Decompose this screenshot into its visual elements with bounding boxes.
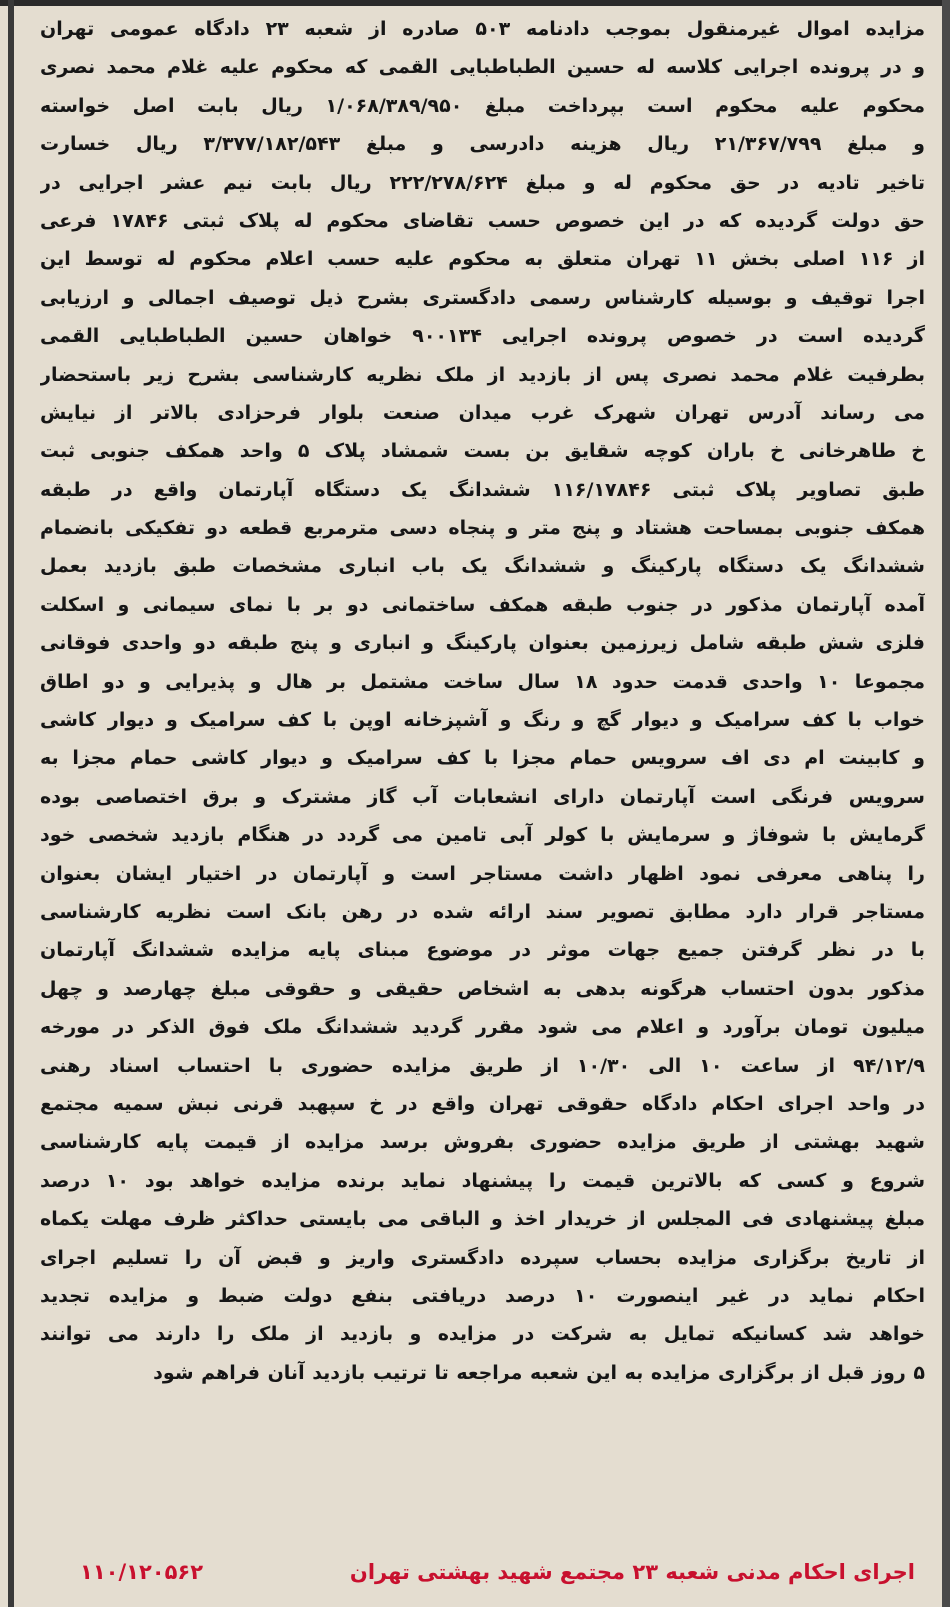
notice-reference-code: ۱۱۰/۱۲۰۵۶۲ (80, 1560, 204, 1584)
notice-line: را پناهی معرفی نمود اظهار داشت مستاجر است و آپارتمان در اختیار ایشان بعنوان (40, 862, 925, 885)
notice-footer (40, 1552, 925, 1592)
notice-line: ۹۴/۱۲/۹ از ساعت ۱۰ الی ۱۰/۳۰ از طریق مزایده حضوری با احتساب اسناد رهنی (40, 1054, 925, 1077)
notice-line: حق دولت گردیده که در این خصوص حسب تقاضای محکوم له پلاک ثبتی ۱۷۸۴۶ فرعی (40, 209, 925, 232)
notice-line: گرمایش با شوفاژ و سرمایش با کولر آبی تامین می گردد در هنگام بازدید شخصی خود (40, 824, 925, 847)
notice-line: طبق تصاویر پلاک ثبتی ۱۱۶/۱۷۸۴۶ ششدانگ یک دستگاه آپارتمان واقع در طبقه (40, 478, 925, 501)
notice-line: خواهد شد کسانیکه تمایل به شرکت در مزایده و بازدید از ملک را دارند می توانند (40, 1323, 925, 1346)
notice-line: در واحد اجرای احکام دادگاه حقوقی تهران واقع در خ سپهبد قرنی نبش سمیه مجتمع (40, 1092, 925, 1115)
notice-line: ششدانگ یک دستگاه پارکینگ و ششدانگ یک باب انباری مشخصات طبق بازدید بعمل (40, 555, 925, 578)
notice-line: میلیون تومان برآورد و اعلام می شود مقرر گردید ششدانگ ملک فوق الذکر در مورخه (40, 1016, 925, 1039)
notice-line: از تاریخ برگزاری مزایده بحساب سپرده دادگستری واریز و قبض آن را تسلیم اجرای (40, 1246, 925, 1269)
left-border-rule (8, 0, 14, 1607)
notice-line: و در پرونده اجرایی کلاسه له حسین الطباطبایی القمی که محکوم علیه غلام محمد نصری (40, 56, 925, 79)
notice-line: بطرفیت غلام محمد نصری پس از بازدید از ملک نظریه کارشناسی بشرح زیر باستحضار (40, 363, 925, 386)
notice-line: سرویس فرنگی است آپارتمان دارای انشعابات آب گاز مشترک و برق اختصاصی بوده (40, 785, 925, 808)
notice-line: خ طاهرخانی خ باران کوچه شقایق بن بست شمشاد پلاک ۵ واحد همکف جنوبی ثبت (40, 440, 925, 463)
notice-line: مجموعا ۱۰ واحدی قدمت حدود ۱۸ سال ساخت مشتمل بر هال و پذیرایی و دو اطاق (40, 670, 925, 693)
notice-line: مبلغ پیشنهادی فی المجلس از خریدار اخذ و الباقی می بایستی حداکثر ظرف مهلت یکماه (40, 1208, 925, 1231)
notice-line: ۵ روز قبل از برگزاری مزایده به این شعبه مراجعه تا ترتیب بازدید آنان فراهم شود (153, 1361, 925, 1384)
auction-notice-body (40, 10, 925, 1392)
notice-line: از ۱۱۶ اصلی بخش ۱۱ تهران متعلق به محکوم علیه حسب اعلام محکوم له توسط این (40, 248, 925, 271)
issuing-office: اجرای احکام مدنی شعبه ۲۳ مجتمع شهید بهشتی تهران (349, 1560, 915, 1584)
notice-line: همکف جنوبی بمساحت هشتاد و پنج متر و پنجاه دسی مترمربع قطعه دو تفکیکی بانضمام (40, 517, 925, 540)
notice-line: اجرا توقیف و بوسیله کارشناس رسمی دادگستری بشرح ذیل توصیف اجمالی و ارزیابی (40, 286, 925, 309)
notice-line: و مبلغ ۲۱/۳۶۷/۷۹۹ ریال هزینه دادرسی و مبلغ ۳/۳۷۷/۱۸۲/۵۴۳ ریال خسارت (40, 133, 925, 156)
notice-line: احکام نماید در غیر اینصورت ۱۰ درصد دریافتی بنفع دولت ضبط و مزایده تجدید (40, 1284, 925, 1307)
notice-line: و کابینت ام دی اف سرویس حمام مجزا با کف سرامیک و دیوار کاشی حمام مجزا به (40, 747, 925, 770)
notice-line: گردیده است در خصوص پرونده اجرایی ۹۰۰۱۳۴ خواهان حسین الطباطبایی القمی (40, 325, 925, 348)
notice-line: تاخیر تادیه در حق محکوم له و مبلغ ۲۲۲/۲۷۸/۶۲۴ ریال بابت نیم عشر اجرایی در (40, 171, 925, 194)
notice-line: شهید بهشتی از طریق مزایده حضوری بفروش برسد مزایده از قیمت پایه کارشناسی (40, 1131, 925, 1154)
notice-line: مستاجر قرار دارد مطابق تصویر سند ارائه شده در رهن بانک است نظریه کارشناسی (40, 900, 925, 923)
notice-line: شروع و کسی که بالاترین قیمت را پیشنهاد نماید برنده مزایده خواهد بود ۱۰ درصد (40, 1169, 925, 1192)
notice-line: محکوم علیه محکوم است بپرداخت مبلغ ۱/۰۶۸/۳۸۹/۹۵۰ ریال بابت اصل خواسته (40, 94, 925, 117)
notice-line: مذکور بدون احتساب هرگونه بدهی به اشخاص حقیقی و حقوقی مبلغ چهارصد و چهل (40, 977, 925, 1000)
notice-line: خواب با کف سرامیک و دیوار گچ و رنگ و آشپزخانه اوپن با کف سرامیک و دیوار کاشی (40, 709, 925, 732)
notice-line: آمده آپارتمان مذکور در جنوب طبقه همکف ساختمانی دو بر با نمای سیمانی و اسکلت (40, 593, 925, 616)
notice-line: مزایده اموال غیرمنقول بموجب دادنامه ۵۰۳ صادره از شعبه ۲۳ دادگاه عمومی تهران (40, 18, 925, 40)
notice-line: با در نظر گرفتن جمیع جهات موثر در موضوع مبنای پایه مزایده ششدانگ آپارتمان (40, 939, 925, 962)
top-border-rule (0, 0, 950, 6)
notice-line: می رساند آدرس تهران شهرک غرب میدان صنعت بلوار فرحزادی بالاتر از نیایش (40, 401, 925, 424)
right-border-rule (942, 0, 950, 1607)
notice-line: فلزی شش طبقه شامل زیرزمین بعنوان پارکینگ و انباری و پنج طبقه دو واحدی فوقانی (40, 632, 925, 655)
